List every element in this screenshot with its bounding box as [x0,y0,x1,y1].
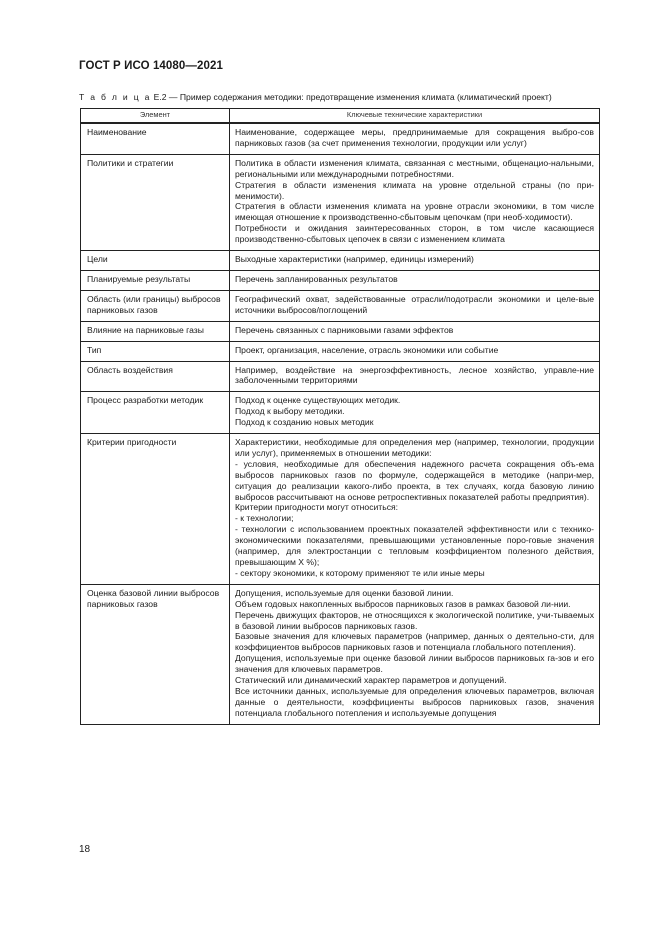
characteristic-paragraph: - условия, необходимые для обеспечения надежного расчета сокращения объ-ема выбросов парниковых газов по формуле, содержащейся в методике (напри-мер, ситуация до реализации какого-либо проекта, в тех случаях, когда базовую линию выбросов рассчитывают на основе ретроспективных показателей работы предприятия). [235,458,594,502]
characteristics-cell [230,341,600,361]
characteristic-paragraph: Стратегия в области изменения климата на уровне отрасли экономики, в том числе имеющая отношение к производственно-сбытовым цепочкам (при необ-ходимости). [235,201,594,223]
element-name-cell: Цели [81,251,230,271]
table-row [81,251,600,271]
characteristic-paragraph: Подход к оценке существующих методик. [235,395,401,406]
characteristic-paragraph: Например, воздействие на энергоэффективность, лесное хозяйство, управле-ние заболоченными территориями [235,364,594,386]
characteristic-paragraph: Характеристики, необходимые для определения мер (например, технологии, продукции или услуг), применяемых в отношении методики: [235,437,594,458]
characteristic-paragraph: Перечень связанных с парниковыми газами эффектов [235,324,454,335]
table-caption [79,92,599,102]
characteristics-cell [230,290,600,321]
column-header-characteristics: Ключевые технические характеристики [230,109,600,124]
characteristic-paragraph: Все источники данных, используемые для определения ключевых параметров, включая данные о деятельности, коэффициенты выбросов парниковых газов, значения потенциала глобального потепления и используемые допущения [235,685,594,718]
element-name-cell: Область воздействия [81,361,230,392]
table-row [81,584,600,724]
table-header-row [81,109,600,124]
characteristics-cell [230,154,600,250]
table-row [81,341,600,361]
characteristic-paragraph: Допущения, используемые для оценки базовой линии. [235,587,454,598]
characteristic-paragraph: Географический охват, задействованные отрасли/подотрасли экономики и целе-вые источники выбросов/поглощений [235,293,594,315]
document-header: ГОСТ Р ИСО 14080—2021 [79,60,224,72]
characteristics-cell [230,321,600,341]
characteristic-paragraph: Выходные характеристики (например, единицы измерений) [235,254,474,265]
element-name-cell: Область (или границы) выбросов парниковых газов [81,290,230,321]
characteristic-paragraph: Проект, организация, население, отрасль экономики или событие [235,344,499,355]
characteristic-paragraph: Базовые значения для ключевых параметров (например, данных о деятельно-сти, для коэффициентов выбросов парниковых газов и потенциала глобального потепления). [235,631,594,653]
element-name-cell: Критерии пригодности [81,434,230,585]
characteristic-paragraph: Подход к выбору методики. [235,406,345,417]
methodology-table [80,108,600,725]
characteristic-paragraph: Допущения, используемые при оценке базовой линии выбросов парниковых га-зов и его значения для ключевых параметров. [235,653,594,675]
characteristic-paragraph: Подход к созданию новых методик [235,417,374,428]
caption-label: Т а б л и ц а [79,92,152,102]
element-name-cell: Планируемые результаты [81,270,230,290]
table-row [81,123,600,154]
characteristic-paragraph: Статический или динамический характер параметров и допущений. [235,675,507,686]
element-name-cell: Процесс разработки методик [81,392,230,434]
characteristic-paragraph: Перечень движущих факторов, не относящихся к экологической политике, учи-тываемых в базовой линии выбросов парниковых газов. [235,609,594,631]
characteristic-paragraph: - технологии с использованием проектных показателей эффективности или с технико-экономическими показателями, превышающими установленные поро-говые значения (например, для электростанции с тепловым коэффициентом полезного действия, превышающим X %); [235,524,594,567]
characteristics-cell [230,361,600,392]
caption-text: Е.2 — Пример содержания методики: предотвращение изменения климата (климатический проект) [151,92,552,102]
characteristic-paragraph: Наименование, содержащее меры, предпринимаемые для сокращения выбро-сов парниковых газов (за счет применения технологии, продукции или услуг) [235,127,594,148]
page-number: 18 [79,844,91,855]
characteristic-paragraph: Критерии пригодности могут относиться: [235,502,399,513]
characteristic-paragraph: Объем годовых накопленных выбросов парниковых газов в рамках базовой ли-нии. [235,598,571,609]
table-row [81,290,600,321]
characteristic-paragraph: Политика в области изменения климата, связанная с местными, общенацио-нальными, региональными или международными потребностями. [235,157,594,179]
characteristic-paragraph: - к технологии; [235,513,294,524]
characteristics-cell [230,123,600,154]
element-name-cell: Влияние на парниковые газы [81,321,230,341]
table-row [81,154,600,250]
element-name-cell: Политики и стратегии [81,154,230,250]
characteristic-paragraph: Потребности и ожидания заинтересованных сторон, в том числе касающиеся производственно-сбытовых цепочек в связи с изменением климата [235,223,594,245]
table-row [81,392,600,434]
characteristics-cell [230,434,600,585]
element-name-cell: Наименование [81,123,230,154]
table-row [81,270,600,290]
column-header-element: Элемент [81,109,230,124]
element-name-cell: Оценка базовой линии выбросов парниковых газов [81,584,230,724]
characteristic-paragraph: Перечень запланированных результатов [235,273,398,284]
table-row [81,321,600,341]
characteristic-paragraph: - сектору экономики, к которому применяют те или иные меры [235,567,485,578]
characteristics-cell [230,584,600,724]
table-row [81,361,600,392]
characteristic-paragraph: Стратегия в области изменения климата на уровне отдельной страны (по при-менимости). [235,179,594,201]
characteristics-cell [230,270,600,290]
table-row [81,434,600,585]
element-name-cell: Тип [81,341,230,361]
characteristics-cell [230,251,600,271]
characteristics-cell [230,392,600,434]
